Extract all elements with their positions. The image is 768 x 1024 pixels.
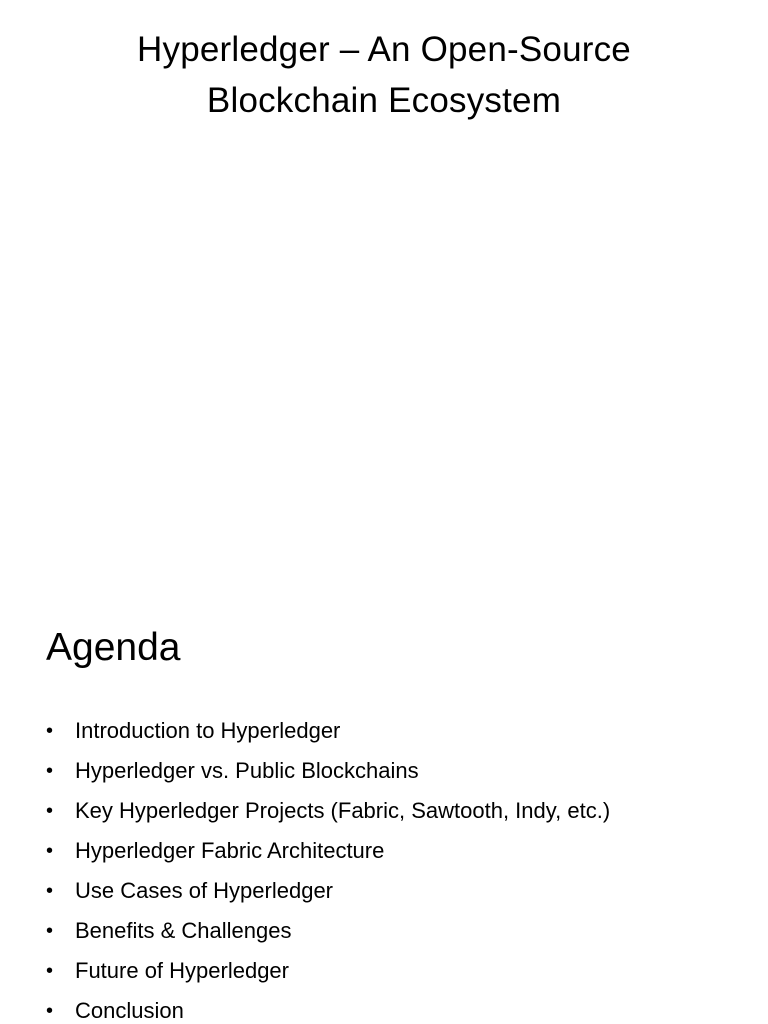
agenda-item-text: Hyperledger vs. Public Blockchains <box>75 758 419 783</box>
slide-title-line-1: Hyperledger – An Open-Source <box>137 30 631 69</box>
agenda-item-text: Key Hyperledger Projects (Fabric, Sawtooth, Indy, etc.) <box>75 798 611 823</box>
agenda-list <box>46 713 746 1024</box>
bullet-icon: • <box>46 760 54 782</box>
bullet-icon: • <box>46 960 54 982</box>
agenda-item-text: Future of Hyperledger <box>75 958 289 983</box>
agenda-heading: Agenda <box>46 626 181 669</box>
agenda-item <box>46 913 746 953</box>
slide-title-line-2: Blockchain Ecosystem <box>206 81 562 120</box>
agenda-item-text: Hyperledger Fabric Architecture <box>75 838 385 863</box>
bullet-icon: • <box>46 720 54 742</box>
bullet-icon: • <box>46 800 54 822</box>
agenda-item-text: Conclusion <box>75 998 184 1023</box>
bullet-icon: • <box>46 840 54 862</box>
agenda-item-text: Benefits & Challenges <box>75 918 292 943</box>
bullet-icon: • <box>46 1000 54 1022</box>
agenda-item <box>46 953 746 993</box>
bullet-icon: • <box>46 880 54 902</box>
agenda-item <box>46 793 746 833</box>
agenda-item-text: Introduction to Hyperledger <box>75 718 341 743</box>
agenda-item <box>46 993 746 1024</box>
slide-title <box>0 24 768 126</box>
agenda-item <box>46 753 746 793</box>
agenda-item <box>46 833 746 873</box>
agenda-item <box>46 713 746 753</box>
bullet-icon: • <box>46 920 54 942</box>
agenda-item <box>46 873 746 913</box>
agenda-item-text: Use Cases of Hyperledger <box>75 878 334 903</box>
